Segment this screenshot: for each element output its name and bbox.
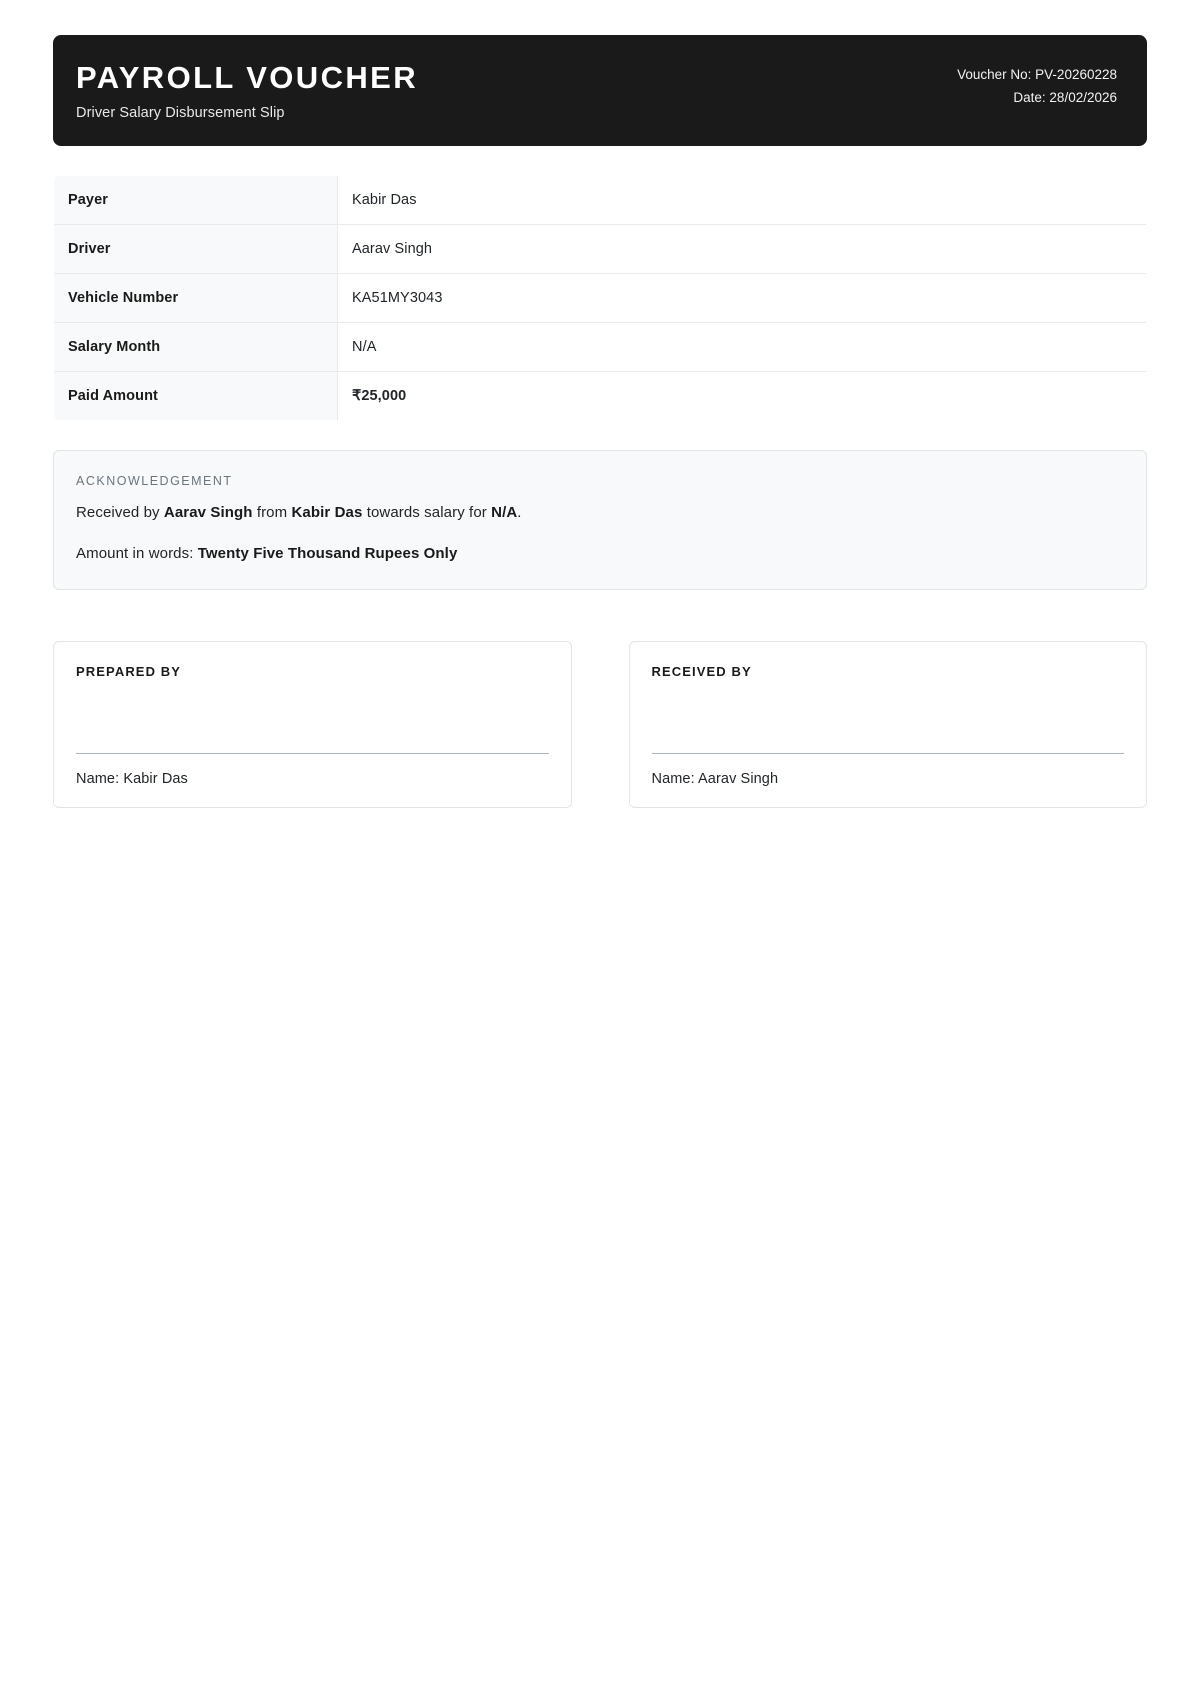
row-label-salary-month: Salary Month xyxy=(54,323,338,372)
details-table-body xyxy=(54,176,1147,421)
acknowledgement-panel xyxy=(53,450,1147,590)
row-value-paid-amount: ₹25,000 xyxy=(338,372,1147,421)
ack-received-prefix: Received by xyxy=(76,504,164,522)
table-row xyxy=(54,225,1147,274)
voucher-date: Date: 28/02/2026 xyxy=(1013,90,1117,106)
prepared-by-heading: PREPARED BY xyxy=(76,664,182,680)
table-row xyxy=(54,176,1147,225)
table-row xyxy=(54,323,1147,372)
header-left-group xyxy=(76,61,418,122)
prepared-by-box xyxy=(53,641,572,808)
received-by-name: Name: Aarav Singh xyxy=(651,771,779,788)
signature-row xyxy=(53,641,1147,808)
row-value-vehicle-number: KA51MY3043 xyxy=(338,274,1147,323)
row-value-salary-month: N/A xyxy=(338,323,1147,372)
received-by-box xyxy=(629,641,1148,808)
ack-period: . xyxy=(517,504,522,522)
voucher-details-table xyxy=(53,175,1147,421)
received-by-heading: RECEIVED BY xyxy=(651,664,752,680)
acknowledgement-statement xyxy=(76,502,1124,525)
amount-in-words-line xyxy=(76,543,1124,566)
row-label-vehicle-number: Vehicle Number xyxy=(54,274,338,323)
prepared-by-signature-line xyxy=(76,753,549,754)
ack-receiver-name: Aarav Singh xyxy=(163,504,253,522)
prepared-by-signature-area[interactable] xyxy=(76,679,549,753)
row-label-paid-amount: Paid Amount xyxy=(54,372,338,421)
ack-towards-text: towards salary for xyxy=(362,504,492,522)
ack-payer-name: Kabir Das xyxy=(291,504,363,522)
table-row xyxy=(54,372,1147,421)
row-value-driver: Aarav Singh xyxy=(338,225,1147,274)
voucher-number: Voucher No: PV-20260228 xyxy=(957,67,1117,82)
page-title: PAYROLL VOUCHER xyxy=(76,60,419,95)
ack-from-text: from xyxy=(252,504,292,522)
voucher-header xyxy=(53,35,1147,146)
ack-salary-month: N/A xyxy=(491,504,518,522)
row-label-driver: Driver xyxy=(54,225,338,274)
received-by-signature-area[interactable] xyxy=(652,679,1125,753)
prepared-by-name: Name: Kabir Das xyxy=(76,771,188,788)
amount-in-words-label: Amount in words: xyxy=(76,544,198,562)
row-label-payer: Payer xyxy=(54,176,338,225)
amount-in-words-value: Twenty Five Thousand Rupees Only xyxy=(197,544,458,562)
acknowledgement-label: ACKNOWLEDGEMENT xyxy=(76,474,233,489)
header-meta-group xyxy=(957,61,1117,109)
table-row xyxy=(54,274,1147,323)
received-by-signature-line xyxy=(652,753,1125,754)
row-value-payer: Kabir Das xyxy=(338,176,1147,225)
page-subtitle: Driver Salary Disbursement Slip xyxy=(76,105,285,122)
